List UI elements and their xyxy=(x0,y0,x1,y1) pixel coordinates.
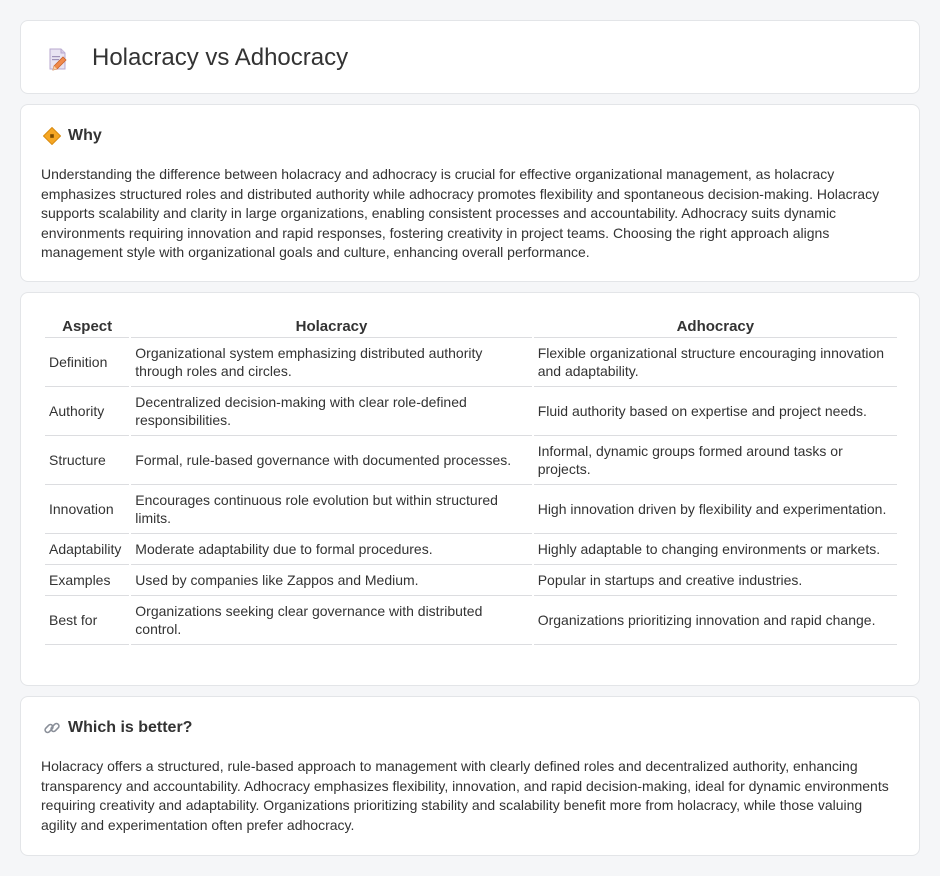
cell-adhocracy: Popular in startups and creative industries. xyxy=(534,565,897,596)
better-heading: Which is better? xyxy=(68,719,193,736)
table-row xyxy=(45,338,897,387)
better-text: Holacracy offers a structured, rule-based approach to management with clearly defined roles and decentralized authority, enhancing transparency and accountability. Adhocracy emphasizes flexibility, innovation, and rapid decision-making, ideal for dynamic environments requiring creativity and adaptability. Organizations prioritizing stability and scalability benefit more from holacracy, while those valuing agility and experimentation often prefer adhocracy. xyxy=(41,758,889,833)
header-holacracy: Holacracy xyxy=(131,315,531,338)
cell-adhocracy: Organizations prioritizing innovation and rapid change. xyxy=(534,596,897,645)
cell-holacracy: Organizational system emphasizing distributed authority through roles and circles. xyxy=(131,338,531,387)
table-row xyxy=(45,436,897,485)
why-heading: Why xyxy=(68,127,102,144)
cell-holacracy: Encourages continuous role evolution but within structured limits. xyxy=(131,485,531,534)
cell-holacracy: Moderate adaptability due to formal procedures. xyxy=(131,534,531,565)
cell-holacracy: Decentralized decision-making with clear role-defined responsibilities. xyxy=(131,387,531,436)
document-pencil-icon xyxy=(46,47,70,71)
page-title: Holacracy vs Adhocracy xyxy=(92,44,349,71)
comparison-table xyxy=(43,315,899,645)
table-row xyxy=(45,534,897,565)
cell-adhocracy: Highly adaptable to changing environments or markets. xyxy=(534,534,897,565)
table-row xyxy=(45,387,897,436)
cell-aspect: Examples xyxy=(45,565,129,596)
header-adhocracy: Adhocracy xyxy=(534,315,897,338)
cell-adhocracy: Informal, dynamic groups formed around tasks or projects. xyxy=(534,436,897,485)
why-text: Understanding the difference between holacracy and adhocracy is crucial for effective organizational management, as holacracy emphasizes structured roles and distributed authority while adhocracy promotes flexibility and spontaneous decision-making. Holacracy supports scalability and clarity in large organizations, enabling consistent processes and accountability. Adhocracy suits dynamic environments requiring innovation and rapid responses, fostering creativity in project teams. Choosing the right approach aligns management style with organizational goals and culture, enhancing overall performance. xyxy=(41,166,880,261)
why-section xyxy=(20,104,920,282)
table-header-row xyxy=(45,315,897,338)
comparison-section xyxy=(20,292,920,686)
diamond-sign-icon xyxy=(43,127,61,145)
cell-adhocracy: High innovation driven by flexibility and experimentation. xyxy=(534,485,897,534)
cell-aspect: Authority xyxy=(45,387,129,436)
cell-adhocracy: Fluid authority based on expertise and project needs. xyxy=(534,387,897,436)
link-icon xyxy=(43,719,61,737)
cell-holacracy: Organizations seeking clear governance with distributed control. xyxy=(131,596,531,645)
title-card xyxy=(20,20,920,94)
cell-aspect: Structure xyxy=(45,436,129,485)
why-header xyxy=(43,127,102,145)
cell-adhocracy: Flexible organizational structure encouraging innovation and adaptability. xyxy=(534,338,897,387)
cell-holacracy: Formal, rule-based governance with documented processes. xyxy=(131,436,531,485)
table-row xyxy=(45,565,897,596)
cell-aspect: Best for xyxy=(45,596,129,645)
cell-aspect: Adaptability xyxy=(45,534,129,565)
cell-aspect: Definition xyxy=(45,338,129,387)
cell-aspect: Innovation xyxy=(45,485,129,534)
which-is-better-section xyxy=(20,696,920,856)
header-aspect: Aspect xyxy=(45,315,129,338)
table-row xyxy=(45,485,897,534)
table-row xyxy=(45,596,897,645)
better-header xyxy=(43,719,192,737)
cell-holacracy: Used by companies like Zappos and Medium. xyxy=(131,565,531,596)
